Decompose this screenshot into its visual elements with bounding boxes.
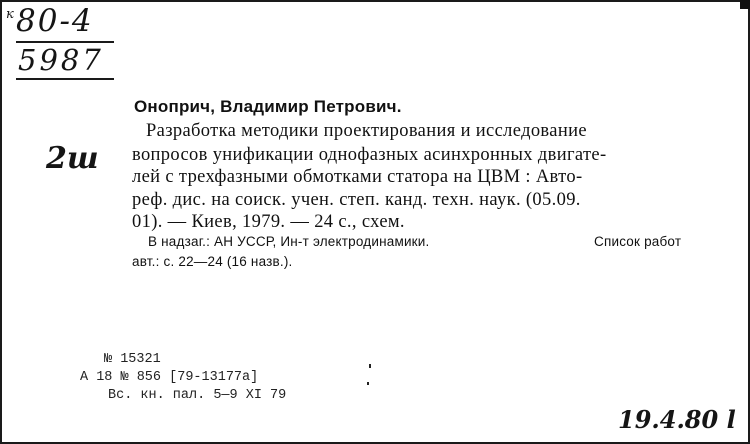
description-line-3: лей с трехфазными обмотками статора на ЦВМ : Авто-	[132, 167, 583, 187]
stray-ink-mark	[369, 364, 371, 368]
handwritten-call-number-bottom: 5987	[18, 43, 104, 77]
description-line-1: Разработка методики проектирования и исследование	[146, 121, 587, 141]
card-border-top	[0, 0, 750, 2]
note-line-1: В надзаг.: АН УССР, Ин-т электродинамики.	[148, 234, 430, 249]
stamp-line-1: № 15321	[104, 352, 161, 367]
card-corner-mark	[740, 0, 750, 9]
handwritten-date-signature: 19.4.80 l	[618, 405, 736, 434]
handwritten-prefix-mark: к	[6, 7, 14, 22]
handwritten-margin-note: 2ш	[46, 141, 99, 176]
note-line-2: авт.: с. 22—24 (16 назв.).	[132, 254, 293, 269]
stray-ink-mark-2	[367, 382, 369, 385]
call-number-underline	[16, 78, 114, 80]
description-line-4: реф. дис. на соиск. учен. степ. канд. техн. наук. (05.09.	[132, 190, 581, 210]
stamp-line-2: А 18 № 856 [79-13177а]	[80, 370, 259, 385]
author-heading: Оноприч, Владимир Петрович.	[134, 97, 402, 116]
description-line-5: 01). — Киев, 1979. — 24 с., схем.	[132, 212, 405, 232]
note-line-1-right: Список работ	[594, 234, 682, 249]
handwritten-call-number-top: 80-4	[16, 3, 94, 39]
description-line-2: вопросов унификации однофазных асинхронных двигате-	[132, 145, 607, 165]
stamp-line-3: Вс. кн. пал. 5—9 XI 79	[108, 388, 287, 403]
card-border-left	[0, 0, 2, 444]
